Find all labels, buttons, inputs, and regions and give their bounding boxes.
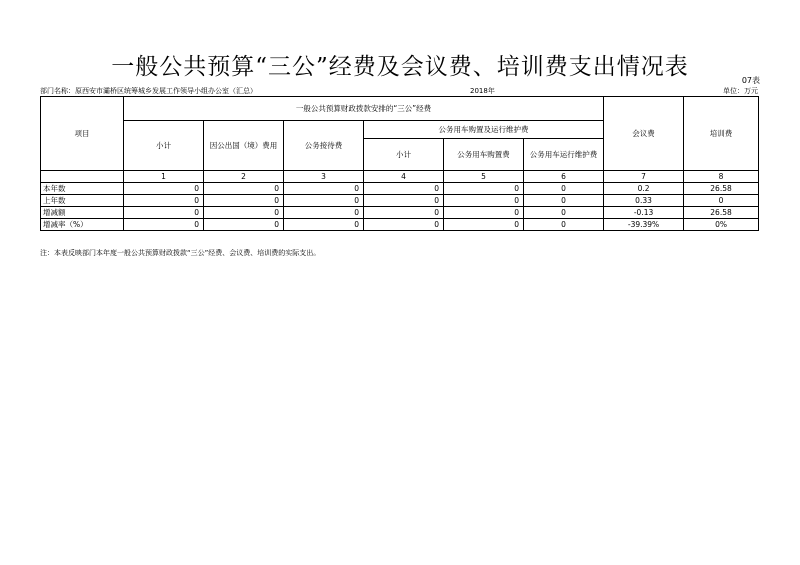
header-vehicle-purchase: 公务用车购置费 [444, 139, 524, 171]
cell-value: 0 [284, 195, 364, 207]
table-code: 07表 [741, 76, 760, 85]
table-row [41, 183, 759, 195]
cell-value: 0 [124, 207, 204, 219]
department-name: 部门名称：原西安市灞桥区统筹城乡发展工作领导小组办公室（汇总） [40, 87, 257, 95]
cell-value: 0 [204, 183, 284, 195]
cell-value: 0 [124, 183, 204, 195]
cell-value: 0 [124, 195, 204, 207]
cell-value: 0 [364, 219, 444, 231]
header-training: 培训费 [684, 97, 759, 171]
header-three-public-group: 一般公共预算财政拨款安排的“三公”经费 [124, 97, 604, 121]
unit-label: 单位：万元 [723, 87, 758, 95]
cell-value: 0 [284, 207, 364, 219]
report-year: 2018年 [470, 87, 495, 95]
row-label: 本年数 [41, 183, 124, 195]
row-label: 增减额 [41, 207, 124, 219]
column-number: 6 [524, 171, 604, 183]
cell-value: 0 [444, 219, 524, 231]
column-number: 5 [444, 171, 524, 183]
column-number: 1 [124, 171, 204, 183]
column-number: 8 [684, 171, 759, 183]
page-title: 一般公共预算“三公”经费及会议费、培训费支出情况表 [111, 54, 689, 80]
header-reception: 公务接待费 [284, 121, 364, 171]
cell-value: 0 [444, 195, 524, 207]
header-meeting: 会议费 [604, 97, 684, 171]
row-label: 上年数 [41, 195, 124, 207]
column-number: 4 [364, 171, 444, 183]
header-subtotal: 小计 [124, 121, 204, 171]
row-label: 增减率（%） [41, 219, 124, 231]
table-row [41, 207, 759, 219]
table-row [41, 195, 759, 207]
cell-value: 0 [444, 183, 524, 195]
cell-value: 0 [524, 183, 604, 195]
cell-value: 0.33 [604, 195, 684, 207]
cell-value: 0 [284, 183, 364, 195]
cell-value: 0 [284, 219, 364, 231]
cell-value: 0 [124, 219, 204, 231]
cell-value: 0 [204, 207, 284, 219]
cell-value: 0 [444, 207, 524, 219]
cell-value: 0 [364, 183, 444, 195]
header-vehicle-operation: 公务用车运行维护费 [524, 139, 604, 171]
header-item: 项目 [41, 97, 124, 171]
column-number-blank [41, 171, 124, 183]
expenditure-table [40, 96, 759, 231]
column-number: 7 [604, 171, 684, 183]
cell-value: -0.13 [604, 207, 684, 219]
cell-value: 0 [684, 195, 759, 207]
cell-value: -39.39% [604, 219, 684, 231]
cell-value: 0 [364, 207, 444, 219]
header-abroad: 因公出国（境）费用 [204, 121, 284, 171]
column-number-row [41, 171, 759, 183]
cell-value: 0 [204, 219, 284, 231]
cell-value: 0% [684, 219, 759, 231]
cell-value: 0 [204, 195, 284, 207]
header-vehicle-subtotal: 小计 [364, 139, 444, 171]
footnote: 注：本表反映部门本年度一般公共预算财政拨款“三公”经费、会议费、培训费的实际支出。 [40, 249, 321, 257]
cell-value: 0 [524, 207, 604, 219]
table-row [41, 219, 759, 231]
cell-value: 26.58 [684, 183, 759, 195]
cell-value: 0 [364, 195, 444, 207]
column-number: 3 [284, 171, 364, 183]
cell-value: 0 [524, 195, 604, 207]
column-number: 2 [204, 171, 284, 183]
cell-value: 0 [524, 219, 604, 231]
header-vehicle-group: 公务用车购置及运行维护费 [364, 121, 604, 139]
cell-value: 0.2 [604, 183, 684, 195]
cell-value: 26.58 [684, 207, 759, 219]
